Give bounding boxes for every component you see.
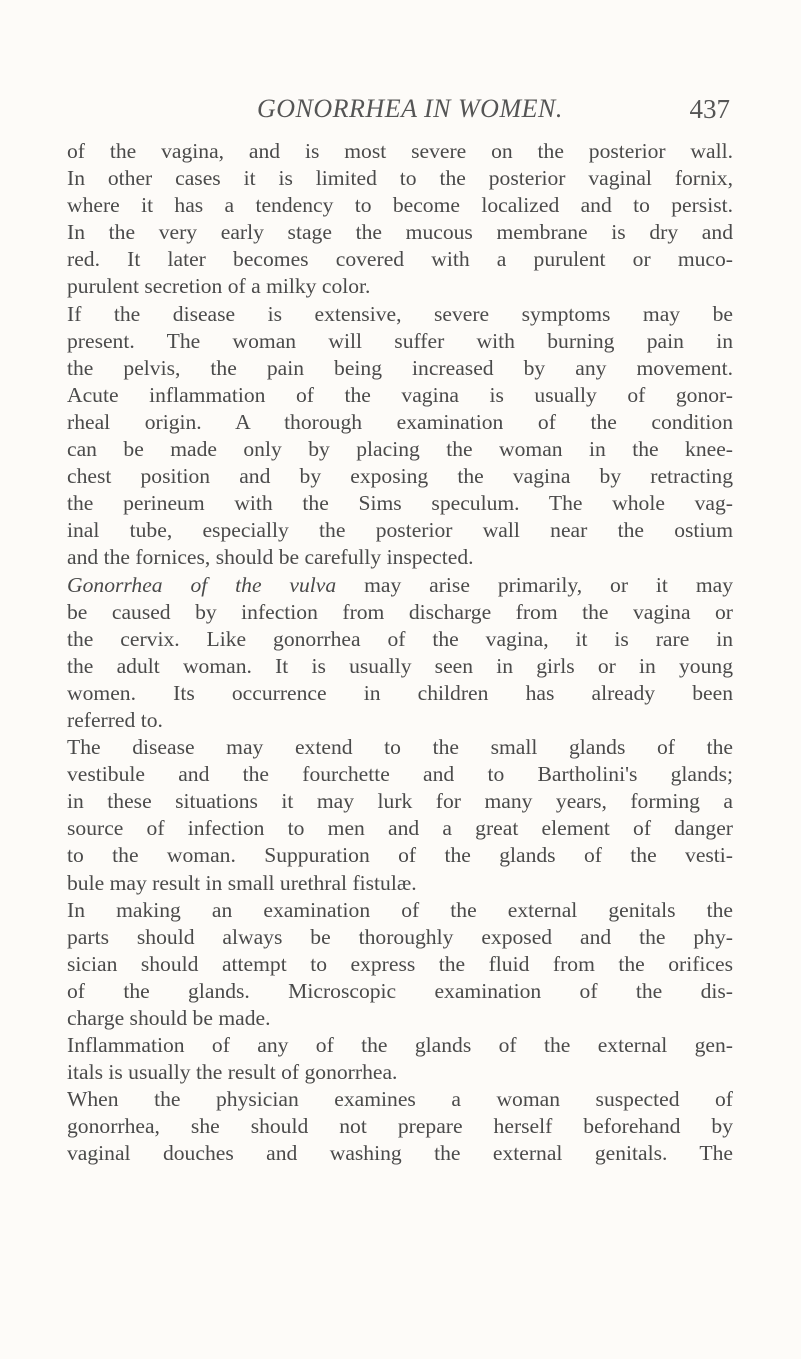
text-line: source of infection to men and a great element of danger	[67, 816, 733, 841]
page-number: 437	[689, 94, 730, 124]
text-line: of the vagina, and is most severe on the posterior wall.	[67, 139, 733, 163]
text-line: of the glands. Microscopic examination of the dis-	[67, 978, 733, 1003]
text-line: Inflammation of any of the glands of the external gen-	[67, 1033, 733, 1058]
text-line: inal tube, especially the posterior wall near the ostium	[67, 518, 733, 543]
text-line: rheal origin. A thorough examination of the condition	[67, 409, 733, 434]
text-line: referred to.	[67, 707, 163, 732]
text-line: can be made only by placing the woman in the knee-	[67, 437, 733, 462]
text-line: the adult woman. It is usually seen in girls or in young	[67, 653, 733, 678]
text-line: in these situations it may lurk for many years, forming a	[67, 789, 733, 814]
text-line: the perineum with the Sims speculum. The whole vag-	[67, 491, 733, 516]
running-title: GONORRHEA IN WOMEN.	[257, 94, 563, 123]
text-line: charge should be made.	[67, 1006, 271, 1030]
text-line: chest position and by exposing the vagina by retracting	[67, 464, 733, 489]
text-line: the pelvis, the pain being increased by any movement.	[67, 355, 733, 380]
text-line: sician should attempt to express the fluid from the orifices	[67, 951, 733, 976]
text-line: In other cases it is limited to the posterior vaginal fornix,	[67, 166, 733, 191]
text-line: purulent secretion of a milky color.	[67, 274, 371, 299]
text-line: parts should always be thoroughly exposed and the phy-	[67, 924, 733, 949]
text-line: itals is usually the result of gonorrhea.	[67, 1060, 398, 1085]
text-line: women. Its occurrence in children has already been	[67, 680, 733, 705]
text-line: vaginal douches and washing the external genitals. The	[67, 1141, 733, 1166]
text-line-with-italic	[67, 572, 733, 599]
text-line: be caused by infection from discharge from the vagina or	[67, 599, 733, 624]
text-line: present. The woman will suffer with burning pain in	[67, 328, 733, 353]
text-line: bule may result in small urethral fistulæ.	[67, 870, 417, 895]
text-line: red. It later becomes covered with a purulent or muco-	[67, 247, 733, 272]
text-line: vestibule and the fourchette and to Bartholini's glands;	[67, 762, 733, 787]
text-line: to the woman. Suppuration of the glands of the vesti-	[67, 843, 733, 868]
page-header	[67, 94, 733, 138]
text-line: If the disease is extensive, severe symptoms may be	[67, 301, 733, 326]
body-text	[67, 138, 733, 1168]
text-line: When the physician examines a woman suspected of	[67, 1087, 733, 1112]
text-line-rest: may arise primarily, or it may	[364, 572, 733, 597]
text-line: and the fornices, should be carefully inspected.	[67, 545, 474, 570]
text-line: In the very early stage the mucous membrane is dry and	[67, 220, 733, 245]
book-page	[67, 94, 733, 1168]
text-line: where it has a tendency to become localized and to persist.	[67, 193, 733, 218]
text-line: Acute inflammation of the vagina is usually of gonor-	[67, 382, 733, 407]
text-line: gonorrhea, she should not prepare herself beforehand by	[67, 1114, 733, 1139]
text-line: In making an examination of the external genitals the	[67, 897, 733, 922]
text-line: the cervix. Like gonorrhea of the vagina, it is rare in	[67, 626, 733, 651]
italic-phrase: Gonorrhea of the vulva	[67, 572, 337, 597]
text-line: The disease may extend to the small glands of the	[67, 735, 733, 760]
